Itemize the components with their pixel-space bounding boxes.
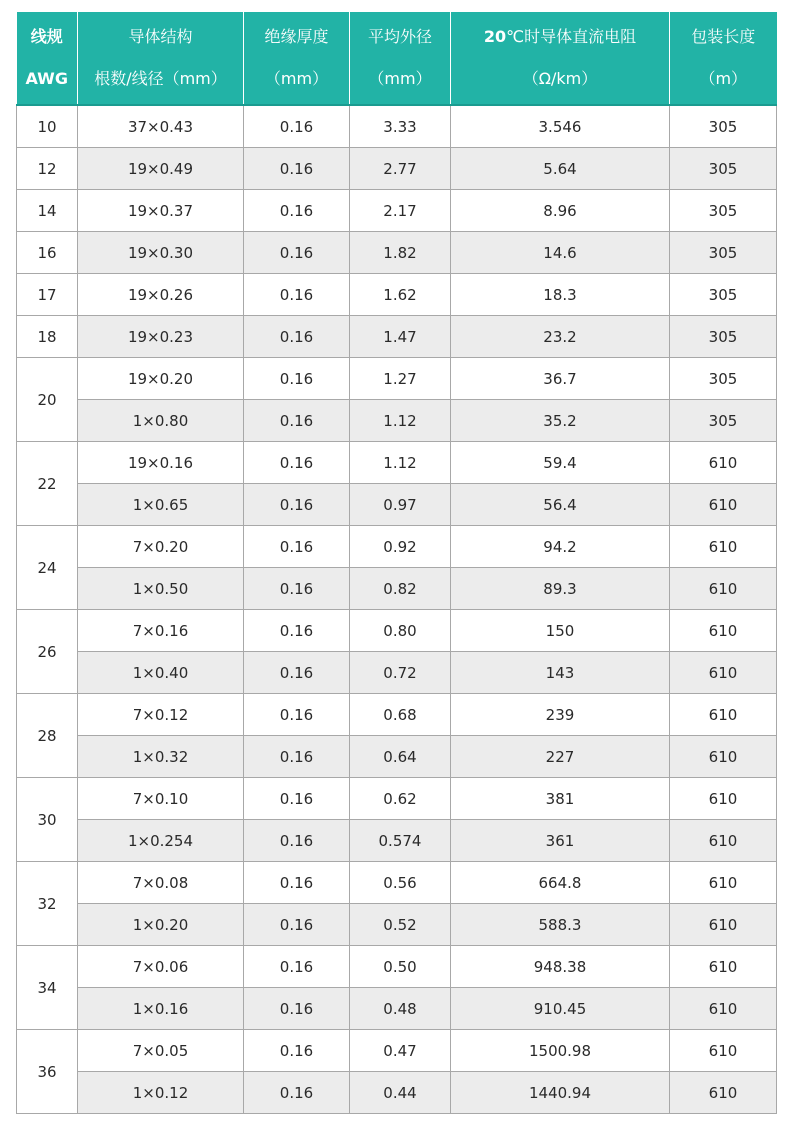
table-row xyxy=(17,904,777,946)
cell-diameter: 0.48 xyxy=(350,988,451,1030)
header-resistance xyxy=(451,12,670,105)
table-row xyxy=(17,694,777,736)
table-row xyxy=(17,400,777,442)
cell-awg: 30 xyxy=(17,778,78,862)
cell-length: 305 xyxy=(670,274,777,316)
cell-diameter: 0.82 xyxy=(350,568,451,610)
cell-conductor: 1×0.20 xyxy=(78,904,244,946)
header-awg-line1: 线规 xyxy=(30,27,63,46)
cell-length: 610 xyxy=(670,442,777,484)
cell-conductor: 1×0.32 xyxy=(78,736,244,778)
header-length-line2: （m） xyxy=(699,69,748,88)
cell-insulation: 0.16 xyxy=(244,904,350,946)
cell-conductor: 7×0.12 xyxy=(78,694,244,736)
cell-insulation: 0.16 xyxy=(244,862,350,904)
cell-diameter: 0.52 xyxy=(350,904,451,946)
cell-conductor: 1×0.12 xyxy=(78,1072,244,1114)
cell-awg: 34 xyxy=(17,946,78,1030)
cell-awg: 14 xyxy=(17,190,78,232)
cell-resistance: 361 xyxy=(451,820,670,862)
cell-length: 610 xyxy=(670,988,777,1030)
cell-resistance: 23.2 xyxy=(451,316,670,358)
table-row xyxy=(17,316,777,358)
cell-length: 610 xyxy=(670,904,777,946)
header-diameter-line2: （mm） xyxy=(368,69,432,88)
header-resistance-line2: （Ω/km） xyxy=(522,69,598,88)
cell-insulation: 0.16 xyxy=(244,526,350,568)
cell-conductor: 7×0.10 xyxy=(78,778,244,820)
cell-conductor: 19×0.30 xyxy=(78,232,244,274)
table-row xyxy=(17,946,777,988)
cell-diameter: 0.62 xyxy=(350,778,451,820)
cell-length: 610 xyxy=(670,694,777,736)
cell-conductor: 1×0.40 xyxy=(78,652,244,694)
table-row xyxy=(17,105,777,148)
cell-length: 305 xyxy=(670,316,777,358)
header-length-line1: 包装长度 xyxy=(691,27,756,46)
cell-awg: 26 xyxy=(17,610,78,694)
cell-conductor: 1×0.16 xyxy=(78,988,244,1030)
cell-resistance: 14.6 xyxy=(451,232,670,274)
table-row xyxy=(17,1072,777,1114)
table-row xyxy=(17,358,777,400)
cell-resistance: 59.4 xyxy=(451,442,670,484)
cell-length: 610 xyxy=(670,1030,777,1072)
header-conductor-line2: 根数/线径（mm） xyxy=(94,69,227,88)
cell-resistance: 94.2 xyxy=(451,526,670,568)
cell-conductor: 1×0.50 xyxy=(78,568,244,610)
cell-resistance: 143 xyxy=(451,652,670,694)
cell-resistance: 381 xyxy=(451,778,670,820)
header-awg-line2: AWG xyxy=(25,69,68,88)
cell-conductor: 7×0.20 xyxy=(78,526,244,568)
header-resistance-temp: 20 xyxy=(483,27,507,46)
cell-resistance: 239 xyxy=(451,694,670,736)
cell-insulation: 0.16 xyxy=(244,1030,350,1072)
wire-spec-table xyxy=(16,12,777,1114)
table-row xyxy=(17,568,777,610)
cell-length: 610 xyxy=(670,1072,777,1114)
cell-length: 305 xyxy=(670,358,777,400)
cell-length: 610 xyxy=(670,610,777,652)
table-row xyxy=(17,736,777,778)
cell-diameter: 0.68 xyxy=(350,694,451,736)
cell-diameter: 0.44 xyxy=(350,1072,451,1114)
cell-resistance: 18.3 xyxy=(451,274,670,316)
cell-resistance: 588.3 xyxy=(451,904,670,946)
header-length xyxy=(670,12,777,105)
table-row xyxy=(17,862,777,904)
cell-insulation: 0.16 xyxy=(244,400,350,442)
table-row xyxy=(17,988,777,1030)
table-body xyxy=(17,105,777,1114)
table-row xyxy=(17,820,777,862)
cell-resistance: 8.96 xyxy=(451,190,670,232)
cell-insulation: 0.16 xyxy=(244,946,350,988)
table-row xyxy=(17,232,777,274)
cell-conductor: 7×0.05 xyxy=(78,1030,244,1072)
cell-insulation: 0.16 xyxy=(244,610,350,652)
header-conductor xyxy=(78,12,244,105)
cell-conductor: 19×0.16 xyxy=(78,442,244,484)
cell-awg: 12 xyxy=(17,148,78,190)
cell-diameter: 0.50 xyxy=(350,946,451,988)
cell-conductor: 19×0.37 xyxy=(78,190,244,232)
table-row xyxy=(17,652,777,694)
cell-conductor: 19×0.49 xyxy=(78,148,244,190)
cell-conductor: 37×0.43 xyxy=(78,105,244,148)
cell-insulation: 0.16 xyxy=(244,442,350,484)
header-insulation-line1: 绝缘厚度 xyxy=(264,27,329,46)
header-resistance-line1 xyxy=(451,26,669,48)
cell-length: 305 xyxy=(670,190,777,232)
cell-length: 610 xyxy=(670,568,777,610)
table-row xyxy=(17,442,777,484)
cell-diameter: 1.12 xyxy=(350,442,451,484)
cell-awg: 32 xyxy=(17,862,78,946)
cell-awg: 20 xyxy=(17,358,78,442)
cell-resistance: 227 xyxy=(451,736,670,778)
cell-diameter: 3.33 xyxy=(350,105,451,148)
cell-insulation: 0.16 xyxy=(244,316,350,358)
cell-length: 610 xyxy=(670,484,777,526)
cell-resistance: 89.3 xyxy=(451,568,670,610)
cell-resistance: 1500.98 xyxy=(451,1030,670,1072)
cell-conductor: 19×0.26 xyxy=(78,274,244,316)
header-awg xyxy=(17,12,78,105)
cell-insulation: 0.16 xyxy=(244,778,350,820)
cell-diameter: 0.47 xyxy=(350,1030,451,1072)
cell-insulation: 0.16 xyxy=(244,1072,350,1114)
header-insulation xyxy=(244,12,350,105)
cell-insulation: 0.16 xyxy=(244,105,350,148)
cell-insulation: 0.16 xyxy=(244,484,350,526)
cell-conductor: 7×0.16 xyxy=(78,610,244,652)
header-diameter-line1: 平均外径 xyxy=(367,27,432,46)
header-insulation-line2: （mm） xyxy=(264,69,329,88)
cell-awg: 17 xyxy=(17,274,78,316)
cell-insulation: 0.16 xyxy=(244,358,350,400)
header-diameter xyxy=(350,12,451,105)
cell-insulation: 0.16 xyxy=(244,694,350,736)
cell-insulation: 0.16 xyxy=(244,232,350,274)
cell-diameter: 0.72 xyxy=(350,652,451,694)
cell-length: 305 xyxy=(670,232,777,274)
cell-diameter: 0.80 xyxy=(350,610,451,652)
cell-insulation: 0.16 xyxy=(244,988,350,1030)
header-row xyxy=(17,12,777,105)
cell-length: 610 xyxy=(670,652,777,694)
cell-resistance: 36.7 xyxy=(451,358,670,400)
cell-diameter: 1.47 xyxy=(350,316,451,358)
cell-diameter: 2.17 xyxy=(350,190,451,232)
cell-awg: 28 xyxy=(17,694,78,778)
cell-diameter: 1.82 xyxy=(350,232,451,274)
cell-conductor: 1×0.254 xyxy=(78,820,244,862)
table-header xyxy=(17,12,777,105)
table-row xyxy=(17,526,777,568)
cell-length: 610 xyxy=(670,526,777,568)
cell-resistance: 56.4 xyxy=(451,484,670,526)
cell-awg: 18 xyxy=(17,316,78,358)
cell-length: 610 xyxy=(670,820,777,862)
cell-length: 610 xyxy=(670,778,777,820)
table-row xyxy=(17,484,777,526)
cell-diameter: 0.56 xyxy=(350,862,451,904)
cell-length: 610 xyxy=(670,736,777,778)
cell-conductor: 19×0.23 xyxy=(78,316,244,358)
cell-diameter: 0.97 xyxy=(350,484,451,526)
cell-insulation: 0.16 xyxy=(244,736,350,778)
cell-diameter: 1.62 xyxy=(350,274,451,316)
cell-conductor: 19×0.20 xyxy=(78,358,244,400)
cell-awg: 36 xyxy=(17,1030,78,1114)
cell-diameter: 1.12 xyxy=(350,400,451,442)
table-row xyxy=(17,190,777,232)
cell-length: 305 xyxy=(670,105,777,148)
table-row xyxy=(17,610,777,652)
cell-length: 610 xyxy=(670,862,777,904)
table-row xyxy=(17,1030,777,1072)
cell-conductor: 7×0.08 xyxy=(78,862,244,904)
cell-diameter: 0.92 xyxy=(350,526,451,568)
cell-resistance: 5.64 xyxy=(451,148,670,190)
cell-insulation: 0.16 xyxy=(244,820,350,862)
cell-conductor: 1×0.80 xyxy=(78,400,244,442)
cell-length: 305 xyxy=(670,400,777,442)
cell-awg: 22 xyxy=(17,442,78,526)
cell-insulation: 0.16 xyxy=(244,652,350,694)
cell-resistance: 948.38 xyxy=(451,946,670,988)
cell-conductor: 1×0.65 xyxy=(78,484,244,526)
cell-length: 305 xyxy=(670,148,777,190)
cell-awg: 10 xyxy=(17,105,78,148)
cell-diameter: 0.64 xyxy=(350,736,451,778)
cell-insulation: 0.16 xyxy=(244,568,350,610)
cell-length: 610 xyxy=(670,946,777,988)
cell-diameter: 1.27 xyxy=(350,358,451,400)
cell-insulation: 0.16 xyxy=(244,274,350,316)
table-row xyxy=(17,148,777,190)
cell-resistance: 35.2 xyxy=(451,400,670,442)
cell-awg: 24 xyxy=(17,526,78,610)
cell-resistance: 150 xyxy=(451,610,670,652)
cell-insulation: 0.16 xyxy=(244,148,350,190)
cell-resistance: 3.546 xyxy=(451,105,670,148)
cell-resistance: 664.8 xyxy=(451,862,670,904)
header-resistance-label: ℃时导体直流电阻 xyxy=(506,27,637,46)
cell-resistance: 1440.94 xyxy=(451,1072,670,1114)
table-row xyxy=(17,274,777,316)
cell-conductor: 7×0.06 xyxy=(78,946,244,988)
cell-insulation: 0.16 xyxy=(244,190,350,232)
cell-diameter: 2.77 xyxy=(350,148,451,190)
cell-resistance: 910.45 xyxy=(451,988,670,1030)
cell-awg: 16 xyxy=(17,232,78,274)
table-row xyxy=(17,778,777,820)
cell-diameter: 0.574 xyxy=(350,820,451,862)
header-conductor-line1: 导体结构 xyxy=(128,27,193,46)
